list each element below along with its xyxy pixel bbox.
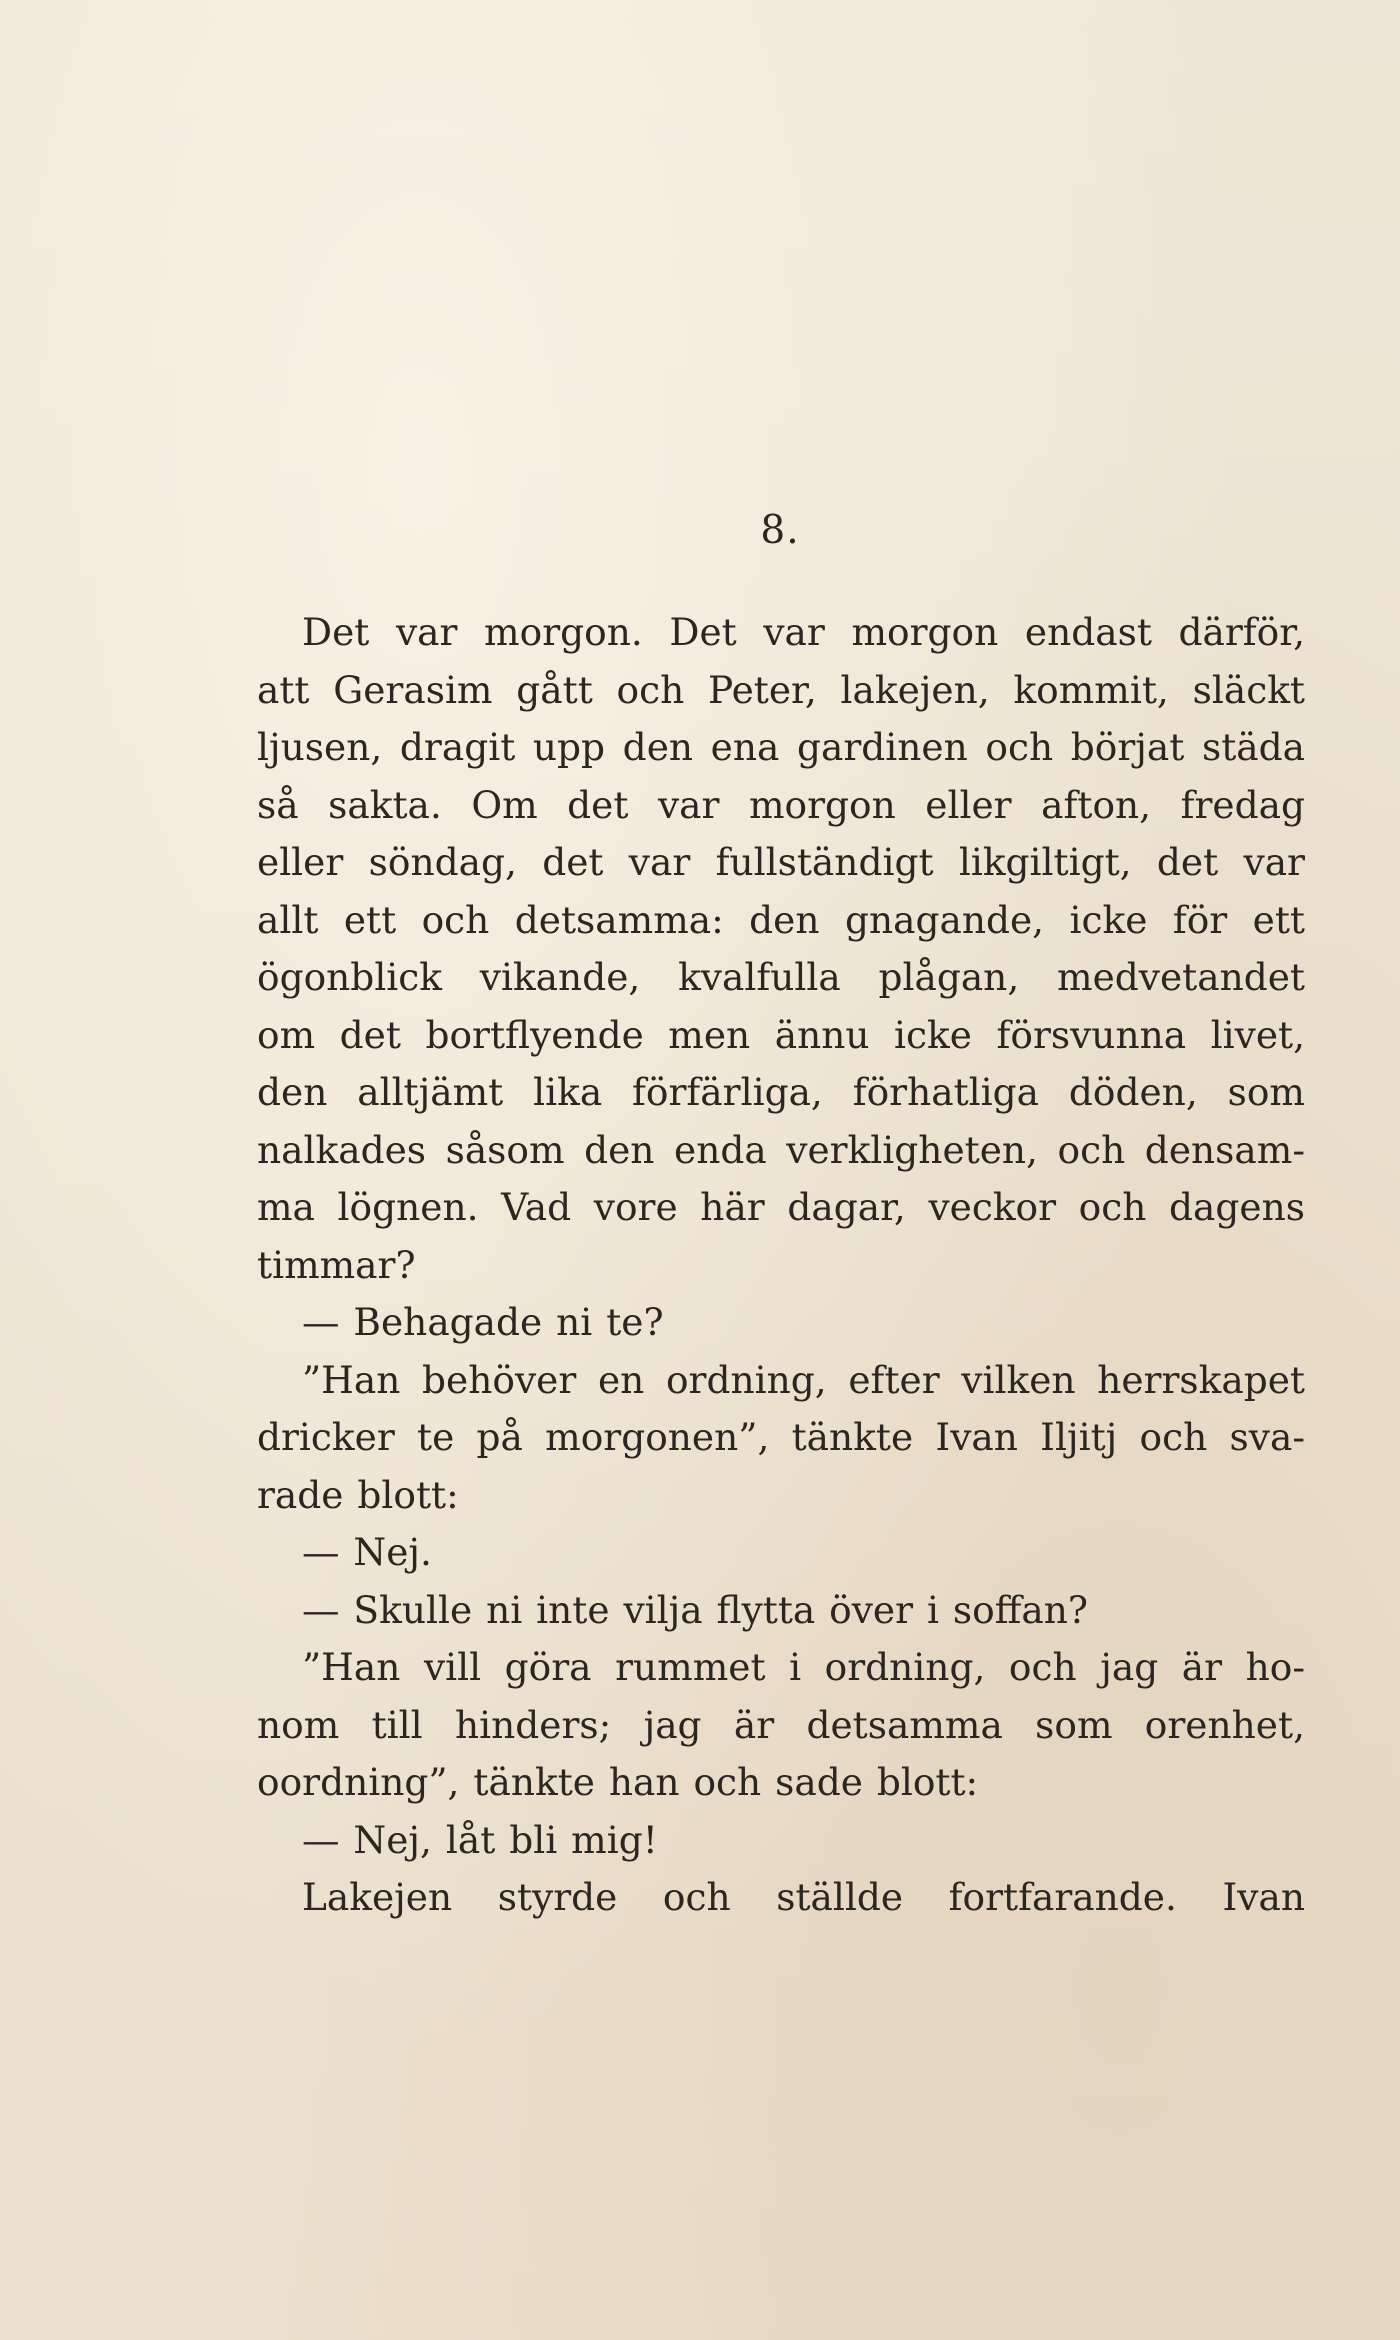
text-line: ljusen, dragit upp den ena gardinen och börjat städa: [257, 725, 1305, 769]
text-line: Det var morgon. Det var morgon endast därför,: [302, 610, 1305, 654]
dialog-line: — Nej.: [302, 1530, 432, 1574]
text-line: oordning”, tänkte han och sade blott:: [257, 1760, 979, 1804]
text-line: timmar?: [257, 1242, 416, 1287]
text-line: nom till hinders; jag är detsamma som orenhet,: [257, 1702, 1305, 1747]
text-line: den alltjämt lika förfärliga, förhatliga döden, som: [257, 1070, 1305, 1114]
text-line: ”Han behöver en ordning, efter vilken herrskapet: [302, 1357, 1305, 1402]
text-line: allt ett och detsamma: den gnagande, icke för ett: [257, 897, 1305, 942]
body-text: [257, 604, 1305, 1927]
text-line: eller söndag, det var fullständigt likgiltigt, det var: [257, 840, 1305, 884]
text-line: om det bortflyende men ännu icke försvunna livet,: [257, 1012, 1305, 1057]
text-line: att Gerasim gått och Peter, lakejen, kommit, släckt: [257, 667, 1305, 712]
text-line: nalkades såsom den enda verkligheten, och densam-: [257, 1127, 1305, 1172]
dialog-line: — Nej, låt bli mig!: [302, 1817, 658, 1862]
text-line: dricker te på morgonen”, tänkte Ivan Iljitj och sva-: [257, 1415, 1305, 1459]
dialog-line: — Skulle ni inte vilja flytta över i soffan?: [302, 1587, 1088, 1632]
text-line: så sakta. Om det var morgon eller afton, fredag: [257, 782, 1305, 827]
chapter-number: 8.: [760, 508, 800, 553]
text-line: ma lögnen. Vad vore här dagar, veckor och dagens: [257, 1185, 1305, 1229]
text-line: Lakejen styrde och ställde fortfarande. Ivan: [302, 1875, 1305, 1919]
text-line: ögonblick vikande, kvalfulla plågan, medvetandet: [257, 955, 1305, 999]
text-line: ”Han vill göra rummet i ordning, och jag är ho-: [302, 1645, 1305, 1689]
dialog-line: — Behagade ni te?: [302, 1300, 664, 1344]
text-line: rade blott:: [257, 1472, 459, 1517]
